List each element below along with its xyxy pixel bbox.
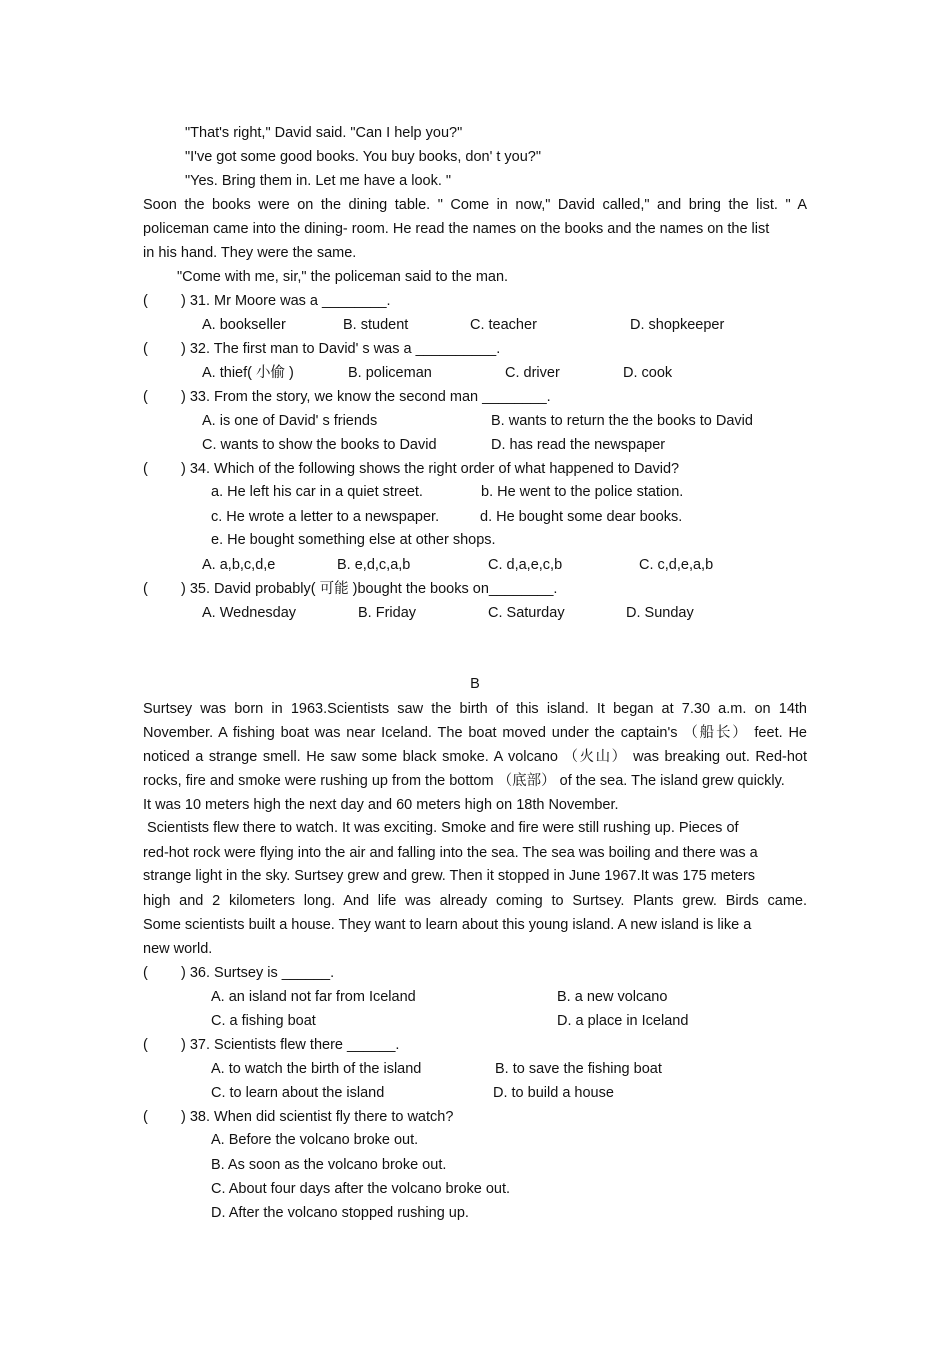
answer-paren: ( xyxy=(143,389,148,405)
answer-paren: ( xyxy=(143,341,148,357)
option-d: D. a place in Iceland xyxy=(557,1013,689,1029)
option-b: B. wants to return the the books to David xyxy=(491,413,753,429)
option-a: A. a,b,c,d,e xyxy=(202,557,276,573)
passage-line: Soon the books were on the dining table. " Come in now," David called," and bring the list. " A xyxy=(143,197,807,213)
event-d: d. He bought some dear books. xyxy=(480,509,683,525)
section-heading: B xyxy=(470,676,480,692)
passage-line: in his hand. They were the same. xyxy=(143,245,357,261)
option-b: B. to save the fishing boat xyxy=(495,1061,662,1077)
option-d: D. cook xyxy=(623,365,673,381)
passage-line: noticed a strange smell. He saw some black smoke. A volcano （火山） was breaking out. Red-hot xyxy=(143,749,807,765)
option-a: A. is one of David' s friends xyxy=(202,413,378,429)
answer-paren: ( xyxy=(143,1109,148,1125)
option-c: C. to learn about the island xyxy=(211,1085,385,1101)
answer-paren: ( xyxy=(143,293,148,309)
passage-line: November. A fishing boat was near Iceland. The boat moved under the captain's （船长） feet. He xyxy=(143,725,807,741)
option-c: C. d,a,e,c,b xyxy=(488,557,563,573)
question-31: ) 31. Mr Moore was a ________. xyxy=(181,293,391,309)
option-d: D. shopkeeper xyxy=(630,317,725,333)
option-a: A. an island not far from Iceland xyxy=(211,989,416,1005)
option-c: C. a fishing boat xyxy=(211,1013,316,1029)
passage-line: Some scientists built a house. They want to learn about this young island. A new island is like a xyxy=(143,917,752,933)
passage-line: "Come with me, sir," the policeman said to the man. xyxy=(177,269,509,285)
passage-line: strange light in the sky. Surtsey grew and grew. Then it stopped in June 1967.It was 175 meters xyxy=(143,868,756,884)
passage-line: red-hot rock were flying into the air and falling into the sea. The sea was boiling and there was a xyxy=(143,845,758,861)
passage-line: Surtsey was born in 1963.Scientists saw the birth of this island. It began at 7.30 a.m. on 14th xyxy=(143,701,807,717)
passage-line: "Yes. Bring them in. Let me have a look. " xyxy=(185,173,452,189)
answer-paren: ( xyxy=(143,581,148,597)
option-a: A. Before the volcano broke out. xyxy=(211,1132,419,1148)
passage-line: "That's right," David said. "Can I help you?" xyxy=(185,125,463,141)
passage-line: policeman came into the dining- room. He read the names on the books and the names on the list xyxy=(143,221,770,237)
event-b: b. He went to the police station. xyxy=(481,484,684,500)
passage-line: new world. xyxy=(143,941,213,957)
option-b: B. student xyxy=(343,317,409,333)
option-d: C. c,d,e,a,b xyxy=(639,557,714,573)
event-e: e. He bought something else at other shops. xyxy=(211,532,496,548)
question-37: ) 37. Scientists flew there ______. xyxy=(181,1037,400,1053)
passage-line: "I've got some good books. You buy books, don' t you?" xyxy=(185,149,542,165)
option-d: D. Sunday xyxy=(626,605,694,621)
question-35: ) 35. David probably( 可能 )bought the books on________. xyxy=(181,581,558,597)
option-a: A. to watch the birth of the island xyxy=(211,1061,422,1077)
question-34: ) 34. Which of the following shows the right order of what happened to David? xyxy=(181,461,680,477)
option-a: A. Wednesday xyxy=(202,605,297,621)
option-d: D. After the volcano stopped rushing up. xyxy=(211,1205,469,1221)
option-d: D. to build a house xyxy=(493,1085,614,1101)
option-c: C. Saturday xyxy=(488,605,565,621)
passage-line: Scientists flew there to watch. It was exciting. Smoke and fire were still rushing up. Pieces of xyxy=(147,820,739,836)
question-33: ) 33. From the story, we know the second man ________. xyxy=(181,389,551,405)
option-b: B. a new volcano xyxy=(557,989,668,1005)
option-c: C. wants to show the books to David xyxy=(202,437,437,453)
option-a: A. bookseller xyxy=(202,317,286,333)
option-b: B. Friday xyxy=(358,605,417,621)
option-b: B. policeman xyxy=(348,365,432,381)
event-c: c. He wrote a letter to a newspaper. xyxy=(211,509,440,525)
passage-line: rocks, fire and smoke were rushing up from the bottom （底部） of the sea. The island grew quickly. xyxy=(143,773,785,789)
question-36: ) 36. Surtsey is ______. xyxy=(181,965,335,981)
answer-paren: ( xyxy=(143,461,148,477)
passage-line: It was 10 meters high the next day and 60 meters high on 18th November. xyxy=(143,797,619,813)
option-b: B. e,d,c,a,b xyxy=(337,557,411,573)
passage-line: high and 2 kilometers long. And life was already coming to Surtsey. Plants grew. Birds came. xyxy=(143,893,807,909)
answer-paren: ( xyxy=(143,1037,148,1053)
option-c: C. About four days after the volcano broke out. xyxy=(211,1181,511,1197)
option-d: D. has read the newspaper xyxy=(491,437,666,453)
option-c: C. driver xyxy=(505,365,560,381)
option-a: A. thief( 小偷 ) xyxy=(202,365,294,381)
answer-paren: ( xyxy=(143,965,148,981)
option-b: B. As soon as the volcano broke out. xyxy=(211,1157,447,1173)
event-a: a. He left his car in a quiet street. xyxy=(211,484,423,500)
option-c: C. teacher xyxy=(470,317,537,333)
question-38: ) 38. When did scientist fly there to watch? xyxy=(181,1109,454,1125)
question-32: ) 32. The first man to David' s was a __________. xyxy=(181,341,501,357)
